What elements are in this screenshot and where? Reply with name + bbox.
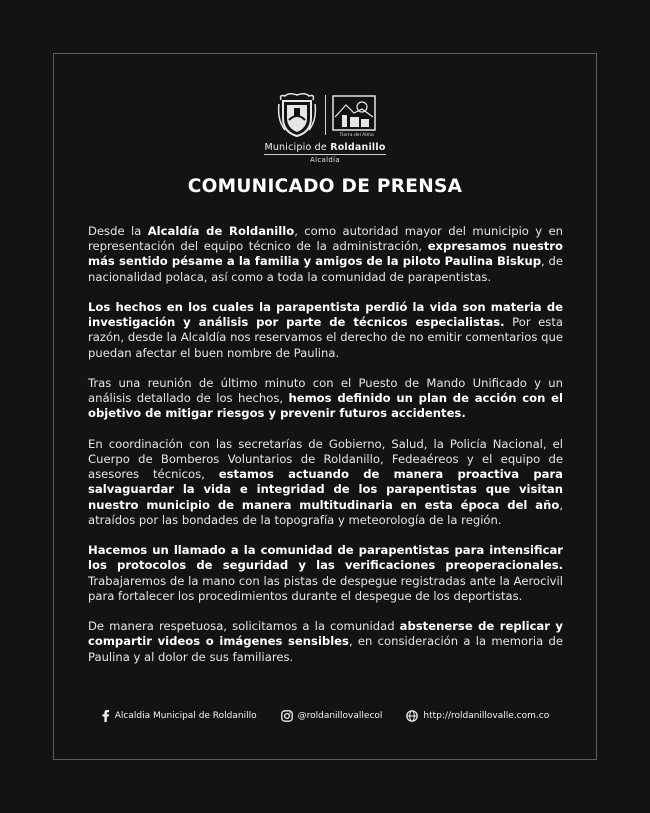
paragraph (88, 376, 563, 422)
text: Tras una reunión de último minuto con el Puesto de Mando Unificado y un análisis detallado de los hechos, (88, 376, 563, 406)
text: , en consideración a la memoria de Paulina y al dolor de sus familiares. (88, 634, 563, 664)
text: Trabajaremos de la mano con las pistas de despegue registradas ante la Aerocivil para fortalecer los procedimientos durante el despegue de los deportistas. (88, 573, 563, 603)
text: Por esta razón, desde la Alcaldía nos reservamos el derecho de no emitir comentarios que puedan afectar el buen nombre de Paulina. (88, 315, 563, 360)
bold-text: abstenerse de replicar y compartir videos o imágenes sensibles (88, 619, 563, 649)
instagram-icon (281, 710, 293, 722)
text: Desde la (88, 224, 148, 238)
website-label: http://roldanillovalle.com.co (423, 711, 550, 721)
page-title: COMUNICADO DE PRENSA (187, 176, 463, 197)
footer-contacts (0, 710, 650, 722)
paragraph (88, 543, 563, 604)
instagram-label: @roldanillovallecol (297, 711, 383, 721)
bold-text: Hacemos un llamado a la comunidad de parapentistas para intensificar los protocolos de seguridad y las verificaciones preoperacionales. (88, 543, 563, 573)
bold-text: hemos definido un plan de acción con el objetivo de mitigar riesgos y prevenir futuros accidentes. (88, 391, 563, 421)
text: , como autoridad mayor del municipio y en representación del equipo técnico de la administración, (88, 224, 563, 254)
bold-text: estamos actuando de manera proactiva para salvaguardar la vida e integridad de los parapentistas que visitan nuestro municipio de manera multitudinaria en esta época del año (88, 467, 563, 512)
facebook-icon (101, 710, 110, 722)
globe-icon (406, 710, 418, 722)
text: , de nacionalidad polaca, así como a toda la comunidad de parapentistas. (88, 254, 563, 284)
paragraph (88, 300, 563, 361)
alcaldia-label: Alcaldía (310, 156, 340, 164)
press-release-body (88, 224, 563, 680)
tierra-del-alma-icon (332, 95, 376, 131)
facebook-link[interactable] (101, 710, 257, 722)
bold-text: expresamos nuestro más sentido pésame a la familia y amigos de la piloto Paulina Biskup (88, 239, 563, 269)
municipality-logo (264, 92, 385, 164)
bold-text: Los hechos en los cuales la parapentista perdió la vida son materia de investigación y análisis por parte de técnicos especialistas. (88, 300, 563, 330)
tierra-label: Tierra del Alma (339, 133, 374, 138)
logo-divider (325, 95, 326, 135)
facebook-label: Alcaldia Municipal de Roldanillo (114, 711, 257, 721)
text: De manera respetuosa, solicitamos a la comunidad (88, 619, 400, 634)
text: , atraídos por las bondades de la topografía y meteorología de la región. (88, 497, 563, 527)
header-logos (0, 92, 650, 164)
paragraph (88, 619, 563, 665)
paragraph (88, 224, 563, 285)
municipality-name: Municipio de Roldanillo (264, 142, 386, 153)
text: En coordinación con las secretarías de Gobierno, Salud, la Policía Nacional, el Cuerpo de Bomberos Voluntarios de Roldanillo, Fedeaéreos y el equipo de asesores técnicos, (88, 436, 563, 482)
website-link[interactable] (406, 710, 549, 722)
coat-of-arms-icon (275, 92, 319, 138)
instagram-link[interactable] (281, 710, 383, 722)
bold-text: Alcaldía de Roldanillo (147, 224, 295, 238)
paragraph (88, 437, 563, 528)
